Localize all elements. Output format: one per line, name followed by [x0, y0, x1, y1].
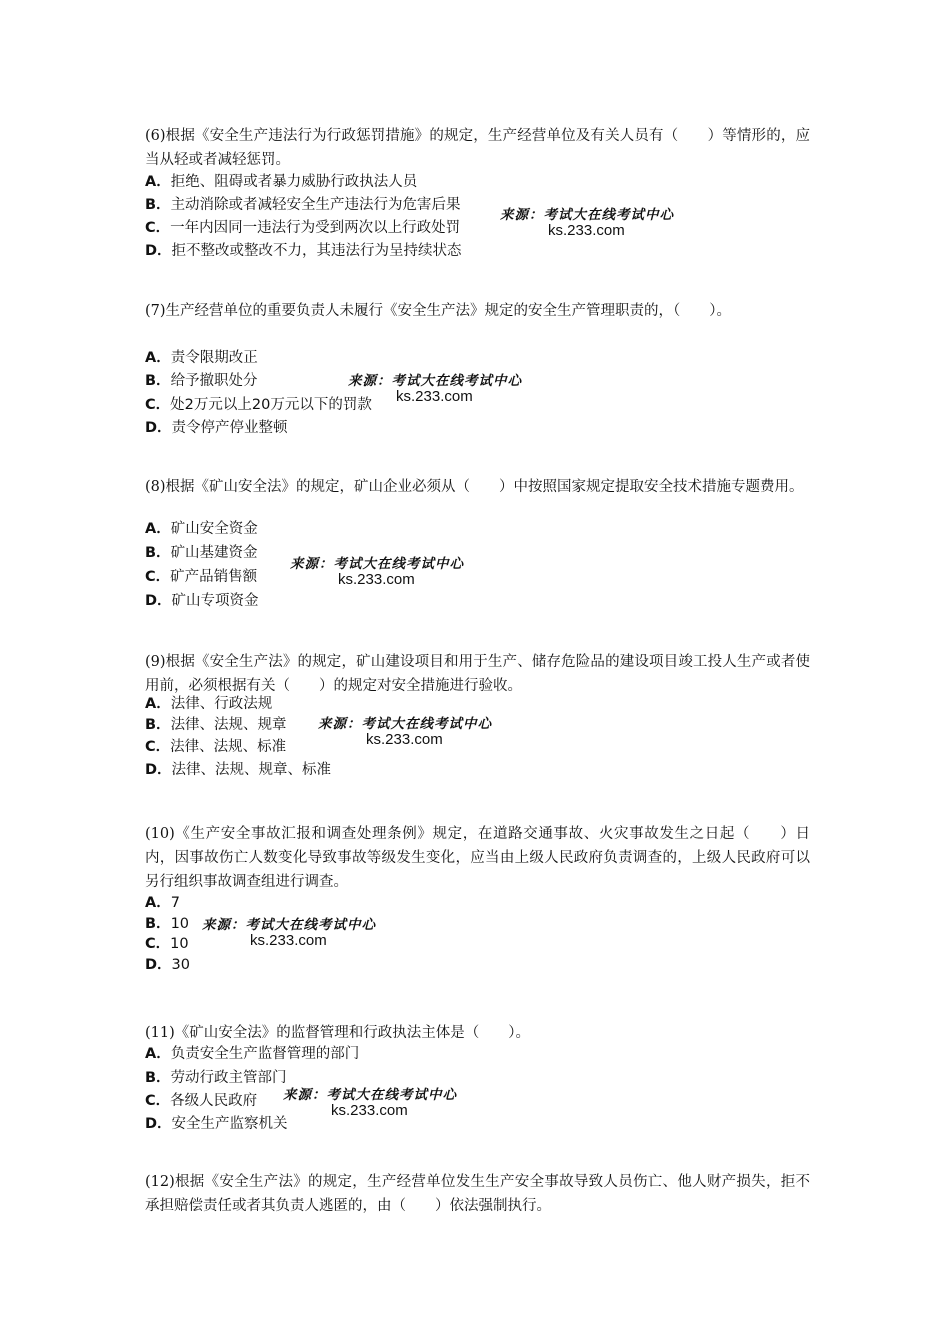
- source-watermark: 来源：考试大在线考试中心 ks.233.com: [318, 716, 492, 748]
- question-8-stem: (8)根据《矿山安全法》的规定，矿山企业必须从（ ）中按照国家规定提取安全技术措施专题费用。: [145, 479, 804, 495]
- source-watermark: 来源：考试大在线考试中心 ks.233.com: [290, 556, 464, 588]
- question-6-option-a: A．拒绝、阻碍或者暴力威胁行政执法人员: [145, 174, 418, 190]
- question-12-stem: (12)根据《安全生产法》的规定，生产经营单位发生生产安全事故导致人员伤亡、他人财产损失，拒不承担赔偿责任或者其负责人逃匿的，由（ ）依法强制执行。: [145, 1174, 810, 1214]
- question-8-option-b: B．矿山基建资金: [145, 545, 258, 561]
- question-8-option-a: A．矿山安全资金: [145, 521, 258, 537]
- question-7-stem: (7)生产经营单位的重要负责人未履行《安全生产法》规定的安全生产管理职责的，（ ）。: [145, 303, 732, 319]
- question-9-option-d: D．法律、法规、规章、标准: [145, 762, 332, 778]
- question-8-option-c: C．矿产品销售额: [145, 569, 258, 585]
- question-6-stem: (6)根据《安全生产违法行为行政惩罚措施》的规定，生产经营单位及有关人员有（ ）等情形的，应当从轻或者减轻惩罚。: [145, 128, 810, 168]
- question-9-option-b: B．法律、法规、规章: [145, 717, 287, 733]
- question-11-option-b: B．劳动行政主管部门: [145, 1070, 287, 1086]
- question-11-option-d: D．安全生产监察机关: [145, 1116, 288, 1132]
- question-10-option-c: C．10: [145, 936, 189, 952]
- source-watermark: 来源：考试大在线考试中心 ks.233.com: [348, 373, 522, 405]
- question-7-option-b: B．给予撤职处分: [145, 373, 258, 389]
- source-watermark: 来源：考试大在线考试中心 ks.233.com: [202, 917, 376, 949]
- question-10-option-a: A．7: [145, 895, 180, 911]
- question-6-option-d: D．拒不整改或整改不力，其违法行为呈持续状态: [145, 243, 462, 259]
- question-11-stem: (11)《矿山安全法》的监督管理和行政执法主体是（ ）。: [145, 1025, 531, 1041]
- question-6-option-c: C．一年内因同一违法行为受到两次以上行政处罚: [145, 220, 461, 236]
- question-9-stem: (9)根据《安全生产法》的规定，矿山建设项目和用于生产、储存危险品的建设项目竣工投人生产或者使用前，必须根据有关（ ）的规定对安全措施进行验收。: [145, 654, 810, 694]
- question-11-option-c: C．各级人民政府: [145, 1093, 258, 1109]
- question-7-option-a: A．责令限期改正: [145, 350, 258, 366]
- question-9-option-c: C．法律、法规、标准: [145, 739, 287, 755]
- question-6-option-b: B．主动消除或者减轻安全生产违法行为危害后果: [145, 197, 461, 213]
- question-11-option-a: A．负责安全生产监督管理的部门: [145, 1046, 360, 1062]
- source-watermark: 来源：考试大在线考试中心 ks.233.com: [500, 207, 674, 239]
- question-7-option-c: C．处2万元以上20万元以下的罚款: [145, 397, 372, 413]
- question-8-option-d: D．矿山专项资金: [145, 593, 259, 609]
- source-watermark: 来源：考试大在线考试中心 ks.233.com: [283, 1087, 457, 1119]
- question-10-stem: (10)《生产安全事故汇报和调查处理条例》规定，在道路交通事故、火灾事故发生之日起（ ）日内，因事故伤亡人数变化导致事故等级发生变化，应当由上级人民政府负责调查的，上级人民政府可以另行组织事故调查组进行调查。: [145, 826, 810, 890]
- question-10-option-d: D．30: [145, 957, 190, 973]
- question-9-option-a: A．法律、行政法规: [145, 696, 273, 712]
- question-7-option-d: D．责令停产停业整顿: [145, 420, 288, 436]
- question-10-option-b: B．10: [145, 916, 190, 932]
